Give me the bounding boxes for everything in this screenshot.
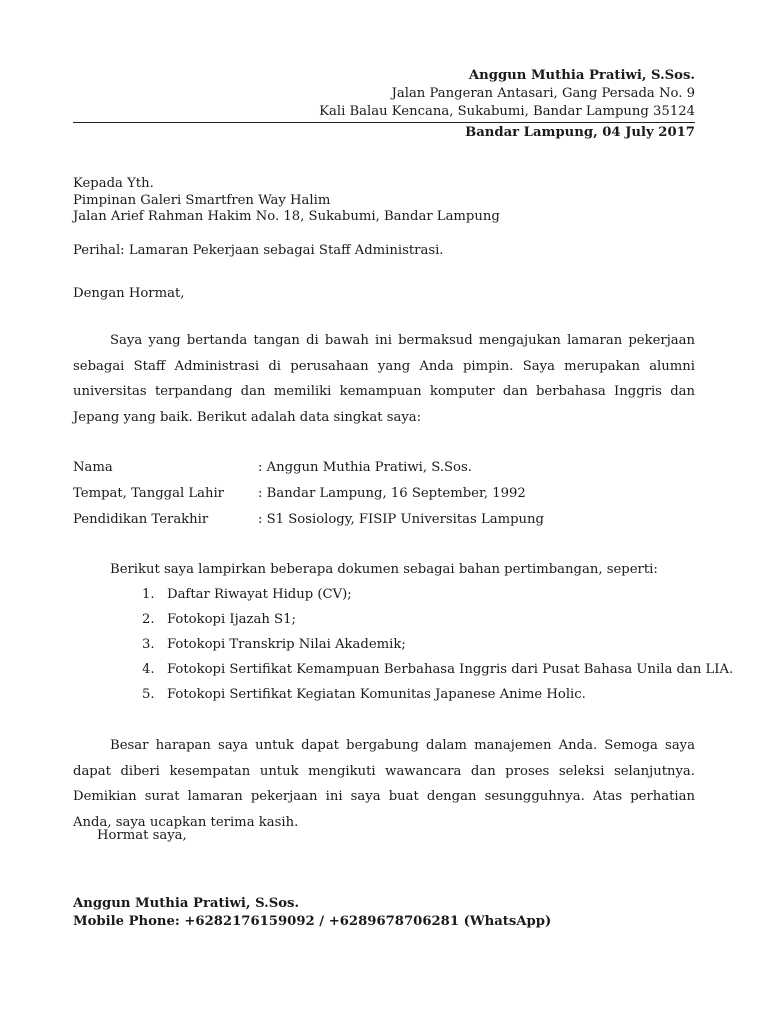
- attachment-item: [142, 587, 352, 602]
- signature-name: Anggun Muthia Pratiwi, S.Sos.: [73, 896, 300, 911]
- attachment-item: [142, 612, 296, 627]
- detail-value: : Bandar Lampung, 16 September, 1992: [258, 486, 526, 501]
- attachment-number: 3.: [142, 637, 155, 652]
- intro-paragraph: [73, 328, 695, 430]
- attachment-text: Daftar Riwayat Hidup (CV);: [167, 587, 352, 602]
- attachment-item: [142, 637, 406, 652]
- recipient-name: Pimpinan Galeri Smartfren Way Halim: [73, 193, 331, 208]
- recipient-address: Jalan Arief Rahman Hakim No. 18, Sukabumi, Bandar Lampung: [73, 209, 500, 224]
- greeting: Dengan Hormat,: [73, 286, 185, 301]
- attachments-intro: Berikut saya lampirkan beberapa dokumen sebagai bahan pertimbangan, seperti:: [110, 562, 658, 577]
- attachment-number: 1.: [142, 587, 155, 602]
- attachment-text: Fotokopi Sertifikat Kegiatan Komunitas Japanese Anime Holic.: [167, 687, 586, 702]
- detail-value: : Anggun Muthia Pratiwi, S.Sos.: [258, 460, 472, 475]
- attachment-item: [142, 662, 733, 677]
- detail-label: Nama: [73, 460, 113, 475]
- attachment-number: 4.: [142, 662, 155, 677]
- sender-name: Anggun Muthia Pratiwi, S.Sos.: [468, 68, 695, 83]
- closing-paragraph: [73, 733, 695, 835]
- closing-paragraph-text: Besar harapan saya untuk dapat bergabung dalam manajemen Anda. Semoga saya dapat diberi kesempatan untuk mengikuti wawancara dan proses seleksi selanjutnya. Demikian surat lamaran pekerjaan ini saya buat dengan sesungguhnya. Atas perhatian Anda, saya ucapkan terima kasih.: [73, 738, 695, 830]
- intro-paragraph-text: Saya yang bertanda tangan di bawah ini bermaksud mengajukan lamaran pekerjaan sebagai Staff Administrasi di perusahaan yang Anda pimpin. Saya merupakan alumni universitas terpandang dan memiliki kemampuan komputer dan berbahasa Inggris dan Jepang yang baik. Berikut adalah data singkat saya:: [73, 333, 695, 425]
- detail-label: Tempat, Tanggal Lahir: [73, 486, 224, 501]
- sender-address-line2: Kali Balau Kencana, Sukabumi, Bandar Lampung 35124: [319, 104, 695, 119]
- subject-line: Perihal: Lamaran Pekerjaan sebagai Staff Administrasi.: [73, 243, 444, 258]
- date-line: Bandar Lampung, 04 July 2017: [465, 125, 695, 140]
- attachment-number: 5.: [142, 687, 155, 702]
- detail-value: : S1 Sosiology, FISIP Universitas Lampung: [258, 512, 544, 527]
- attachment-text: Fotokopi Ijazah S1;: [167, 612, 296, 627]
- attachment-text: Fotokopi Transkrip Nilai Akademik;: [167, 637, 406, 652]
- attachment-item: [142, 687, 586, 702]
- header-divider: [73, 122, 695, 123]
- closing-salutation: Hormat saya,: [97, 828, 187, 843]
- recipient-salutation: Kepada Yth.: [73, 176, 154, 191]
- attachment-number: 2.: [142, 612, 155, 627]
- sender-address-line1: Jalan Pangeran Antasari, Gang Persada No. 9: [391, 86, 695, 101]
- attachment-text: Fotokopi Sertifikat Kemampuan Berbahasa Inggris dari Pusat Bahasa Unila dan LIA.: [167, 662, 734, 677]
- detail-label: Pendidikan Terakhir: [73, 512, 209, 527]
- signature-phone: Mobile Phone: +6282176159092 / +6289678706281 (WhatsApp): [73, 914, 552, 929]
